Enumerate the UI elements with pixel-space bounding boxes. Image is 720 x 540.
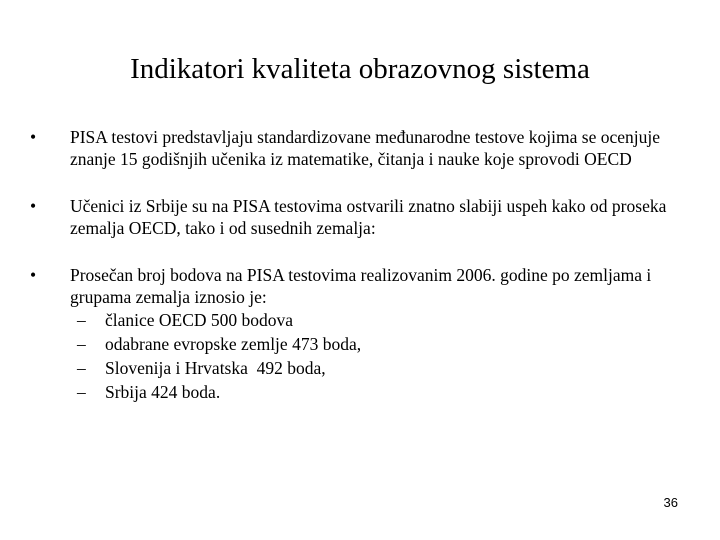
bullet-item-pisa-definition [30, 126, 690, 170]
dash-marker: – [77, 310, 86, 330]
bullet-marker: • [30, 127, 37, 147]
sub-item-text: Srbija 424 boda. [105, 382, 221, 402]
bullet-marker: • [30, 265, 37, 285]
bullet-item-serbia-results [30, 195, 690, 239]
sub-item-text: članice OECD 500 bodova [105, 310, 294, 330]
sub-item-oecd [77, 308, 690, 332]
bullet-list [30, 126, 690, 404]
page-number: 36 [663, 495, 678, 510]
dash-marker: – [77, 334, 86, 354]
bullet-item-average-scores [30, 264, 690, 404]
score-sublist [70, 308, 690, 404]
sub-item-serbia [77, 380, 690, 404]
bullet-text: Prosečan broj bodova na PISA testovima realizovanim 2006. godine po zemljama i grupama zemalja iznosio je: [70, 265, 652, 307]
sub-item-text: Slovenija i Hrvatska 492 boda, [105, 358, 326, 378]
sub-item-european [77, 332, 690, 356]
bullet-marker: • [30, 196, 37, 216]
bullet-text: PISA testovi predstavljaju standardizovane međunarodne testove kojima se ocenjuje znanje 15 godišnjih učenika iz matematike, čitanja i nauke koje sprovodi OECD [70, 127, 660, 169]
sub-item-text: odabrane evropske zemlje 473 boda, [105, 334, 362, 354]
dash-marker: – [77, 358, 86, 378]
bullet-text: Učenici iz Srbije su na PISA testovima ostvarili znatno slabiji uspeh kako od proseka zemalja OECD, tako i od susednih zemalja: [70, 196, 667, 238]
sub-item-slovenia-croatia [77, 356, 690, 380]
dash-marker: – [77, 382, 86, 402]
slide-title: Indikatori kvaliteta obrazovnog sistema [130, 53, 590, 85]
